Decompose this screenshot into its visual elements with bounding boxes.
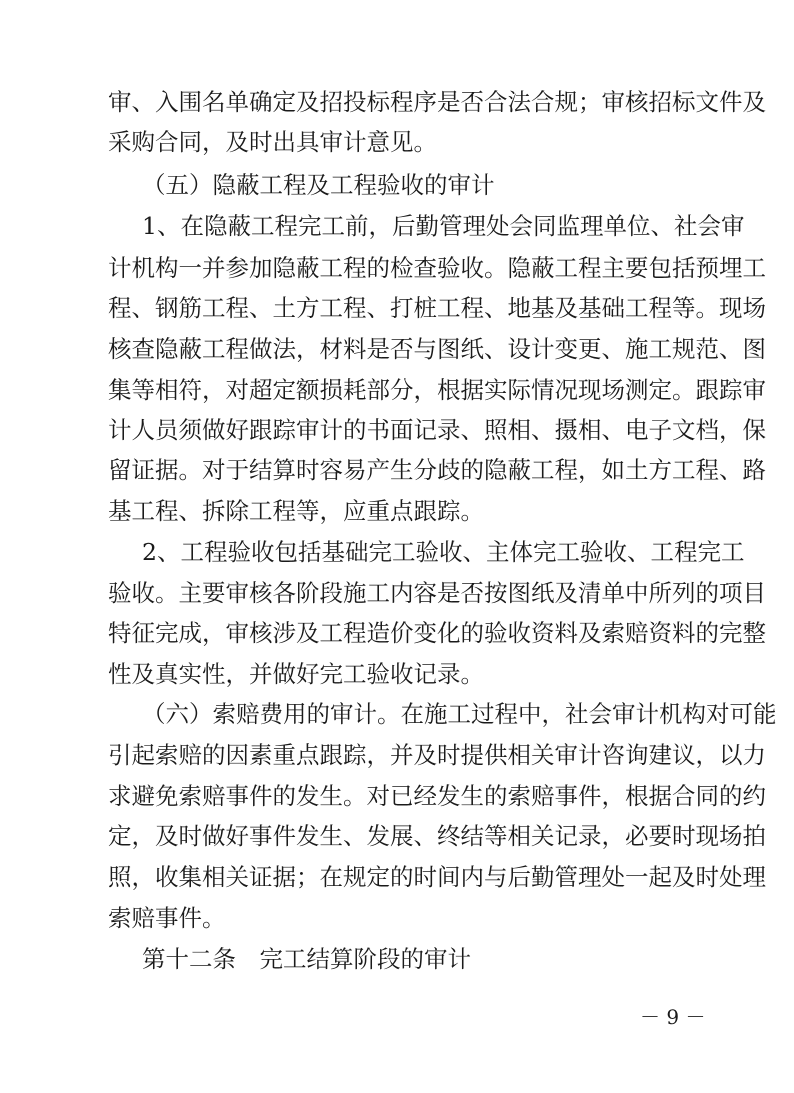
paragraph-line: 留证据。对于结算时容易产生分歧的隐蔽工程，如土方工程、路 bbox=[108, 456, 766, 484]
paragraph-line: 计机构一并参加隐蔽工程的检查验收。隐蔽工程主要包括预埋工 bbox=[108, 254, 766, 282]
paragraph-line: 核查隐蔽工程做法，材料是否与图纸、设计变更、施工规范、图 bbox=[108, 335, 766, 363]
paragraph-line: 索赔事件。 bbox=[108, 904, 226, 932]
paragraph-line: （六）索赔费用的审计。在施工过程中，社会审计机构对可能 bbox=[142, 700, 777, 728]
paragraph-line: 照，收集相关证据；在规定的时间内与后勤管理处一起及时处理 bbox=[108, 863, 766, 891]
paragraph-line: 程、钢筋工程、土方工程、打桩工程、地基及基础工程等。现场 bbox=[108, 294, 766, 322]
paragraph-line: 1、在隐蔽工程完工前，后勤管理处会同监理单位、社会审 bbox=[142, 212, 745, 240]
section-heading: （五）隐蔽工程及工程验收的审计 bbox=[142, 171, 495, 199]
paragraph-line: 验收。主要审核各阶段施工内容是否按图纸及清单中所列的项目 bbox=[108, 579, 766, 607]
paragraph-line: 计人员须做好跟踪审计的书面记录、照相、摄相、电子文档，保 bbox=[108, 416, 766, 444]
page-number: － 9 － bbox=[640, 1005, 706, 1029]
paragraph-line: 引起索赔的因素重点跟踪，并及时提供相关审计咨询建议，以力 bbox=[108, 741, 766, 769]
paragraph-line: 求避免索赔事件的发生。对已经发生的索赔事件，根据合同的约 bbox=[108, 782, 766, 810]
paragraph-line: 集等相符，对超定额损耗部分，根据实际情况现场测定。跟踪审 bbox=[108, 376, 766, 404]
paragraph-line: 审、入围名单确定及招投标程序是否合法合规；审核招标文件及 bbox=[108, 88, 766, 116]
paragraph-line: 定，及时做好事件发生、发展、终结等相关记录，必要时现场拍 bbox=[108, 822, 766, 850]
paragraph-line: 性及真实性，并做好完工验收记录。 bbox=[108, 660, 484, 688]
article-heading: 第十二条 完工结算阶段的审计 bbox=[142, 945, 471, 973]
paragraph-line: 2、工程验收包括基础完工验收、主体完工验收、工程完工 bbox=[142, 538, 745, 566]
paragraph-line: 采购合同，及时出具审计意见。 bbox=[108, 128, 437, 156]
paragraph-line: 特征完成，审核涉及工程造价变化的验收资料及索赔资料的完整 bbox=[108, 619, 766, 647]
paragraph-line: 基工程、拆除工程等，应重点跟踪。 bbox=[108, 497, 484, 525]
